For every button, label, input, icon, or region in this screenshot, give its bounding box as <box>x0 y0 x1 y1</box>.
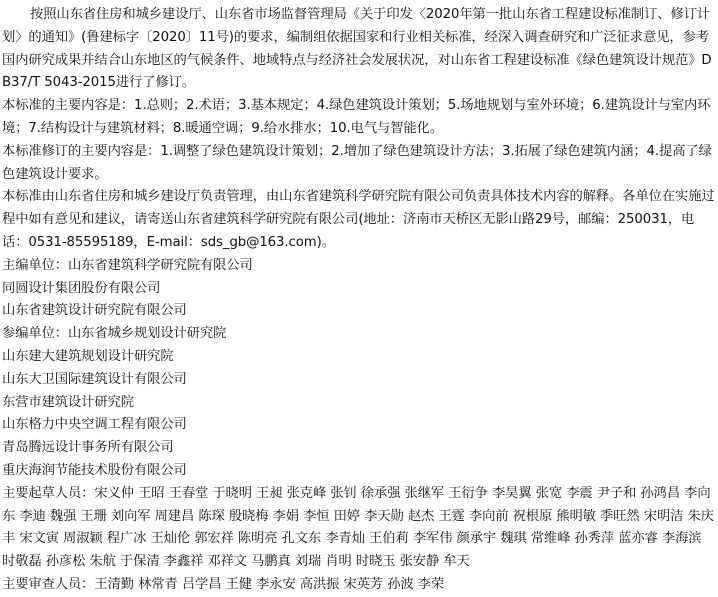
intro-paragraph: 按照山东省住房和城乡建设厅、山东省市场监督管理局《关于印发〈2020年第一批山东省工程建设标准制订、修订计划〉的通知》(鲁建标字〔2020〕11号)的要求，编制组依据国家和行业相关标准，经深入调查研究和广泛征求意见，参考国内研究成果并结合山东地区的气候条件、地域特点与经济社会发展状况，对山东省工程建设标准《绿色建筑设计规范》DB37/T 5043-2015进行了修订。 <box>2 7 712 91</box>
management-paragraph: 本标准由山东省住房和城乡建设厅负责管理，由山东省建筑科学研究院有限公司负责具体技术内容的解释。各单位在实施过程中如有意见和建议，请寄送山东省建筑科学研究院有限公司(地址：济南市天桥区无影山路29号，邮编：250031，电话：0531-85595189，E-mail：sds_gb@163.com)。 <box>2 189 715 250</box>
participating-unit-line: 参编单位：山东省城乡规划设计研究院 <box>2 326 227 342</box>
chief-unit-line: 主编单位：山东省建筑科学研究院有限公司 <box>2 257 253 273</box>
drafters-paragraph: 主要起草人员：宋义仲 王昭 王春堂 于晓明 王昶 张克峰 张钊 徐承强 张继军 王衍争 李昊翼 张宽 李震 尹子和 孙鸿昌 李向东 李迪 魏强 王珊 刘向军 周建昌 陈琛 殷晓梅 李娟 李恒 田婷 李天勋 赵杰 王霆 李向前 祝根原 熊明敏 季旺然 宋明洁 朱庆丰 宋文寅 周淑颖 程广冰 王灿伦 郭宏祥 陈明亮 孔文东 李青灿 王伯莉 李军伟 颜承宇 魏琪 常维峰 孙秀萍 蓝亦睿 李海滨 时敬磊 孙彦松 朱航 于保清 李鑫祥 邓祥文 马鹏真 刘瑞 肖明 时晓玉 张安静 牟天 <box>2 485 714 570</box>
revision-contents-paragraph: 本标准修订的主要内容是：1.调整了绿色建筑设计策划；2.增加了绿色建筑设计方法；3.拓展了绿色建筑内涵；4.提高了绿色建筑设计要求。 <box>2 143 712 182</box>
participating-unit-2: 山东大卫国际建筑设计有限公司 <box>2 371 187 387</box>
reviewers-paragraph: 主要审查人员：王清勤 林常青 吕学昌 王健 李永安 高洪振 宋英芳 孙波 李荣 <box>2 576 445 592</box>
co-chief-unit-1: 同圆设计集团股份有限公司 <box>2 280 161 296</box>
participating-unit-4: 山东格力中央空调工程有限公司 <box>2 417 187 433</box>
participating-unit-6: 重庆海润节能技术股份有限公司 <box>2 462 187 478</box>
main-contents-paragraph: 本标准的主要内容是：1.总则；2.术语；3.基本规定；4.绿色建筑设计策划；5.场地规划与室外环境；6.建筑设计与室内环境；7.结构设计与建筑材料；8.暖通空调；9.给水排水；10.电气与智能化。 <box>2 98 711 136</box>
co-chief-unit-2: 山东省建筑设计研究院有限公司 <box>2 303 187 319</box>
participating-unit-1: 山东建大建筑规划设计研究院 <box>2 348 174 364</box>
participating-unit-5: 青岛腾远设计事务所有限公司 <box>2 440 174 456</box>
participating-unit-3: 东营市建筑设计研究院 <box>2 394 134 410</box>
